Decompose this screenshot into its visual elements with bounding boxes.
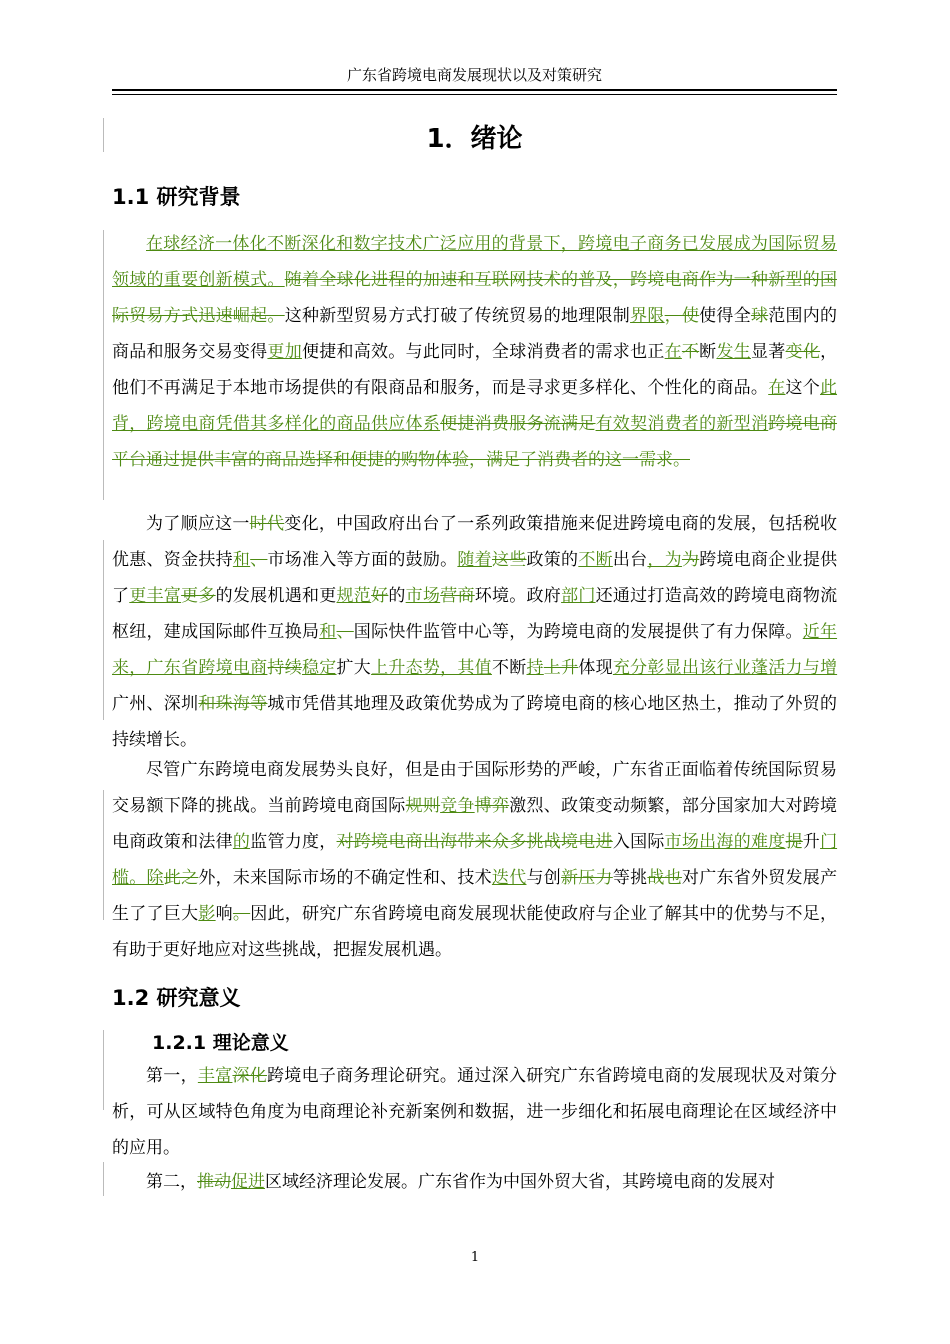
tracked-deletion: 好 [371,586,389,606]
revision-bar [103,1060,104,1110]
tracked-insertion: 在球经济一体化不断深化和数字技术广泛应用的背景下，跨境电子商务已发展成为国际贸易领域的重要创新模式。 [112,234,837,290]
tracked-deletion: 推动 [197,1172,231,1192]
tracked-deletion: 对跨境电商出海带来众多挑战境电进 [336,832,613,852]
tracked-deletion: 时代 [249,514,285,534]
tracked-insertion: 和 [232,550,251,570]
text-run: 国际快件监管中心等，为跨境电商的发展提供了有力保障。 [353,622,803,642]
tracked-insertion: 此背，跨境电商凭借其多样化的商品供应体系 [112,378,838,434]
revision-bar [103,1162,104,1196]
tracked-deletion: 新压力 [561,868,613,888]
revision-bar [103,118,104,152]
tracked-insertion: 持 [526,658,544,678]
paragraph-theory-1 [112,1058,837,1166]
paragraph-research-background-2 [112,506,837,758]
tracked-deletion: 不 [681,342,700,362]
text-run: 显著 [751,342,786,362]
revision-bar [103,790,104,920]
text-run: 的发展机遇和更 [215,586,337,606]
tracked-insertion: 更丰富 [129,586,182,606]
text-run: 为了顺应这一 [146,514,250,534]
tracked-insertion: 随着 [457,550,492,570]
tracked-insertion: 规范 [336,586,372,606]
text-run: 外，未来国际市场的不确定性和、技术 [198,868,492,888]
paragraph-theory-2 [112,1164,837,1200]
text-run: 对广东省外贸发展产生了了巨大 [112,868,838,924]
tracked-insertion: ，为 [647,550,682,570]
tracked-insertion: 上升态势，其值 [371,658,492,678]
section-heading-1-2: 1.2 研究意义 [112,986,241,1010]
tracked-deletion: 和珠海等 [198,694,268,714]
tracked-deletion: 便捷消费服务流满足 [440,414,596,434]
tracked-deletion: 、 [250,550,268,570]
text-run: 使得全 [699,306,751,326]
tracked-insertion: 部门 [561,586,596,606]
text-run: 出台 [612,550,648,570]
text-run: 第二， [146,1172,197,1192]
text-run: 等挑 [612,868,648,888]
tracked-deletion: 规则 [405,796,441,816]
text-run: 跨境电商企业提供了 [112,550,838,606]
revision-bar [103,540,104,720]
text-run: 响 [215,904,233,924]
text-run: 激烈、政策变动频繁，部分国家加大对跨境电商政策和法律 [112,796,838,852]
tracked-insertion: 的 [232,832,251,852]
paragraph-research-background-3 [112,752,837,968]
text-run: 城市凭借其地理及政策优势成为了跨境电商的核心地区热土，推动了外贸的持续增长。 [112,694,838,750]
tracked-deletion: 球 [750,306,769,326]
revision-bar [103,1030,104,1060]
text-run: 便捷和高效。与此同时，全球消费者的需求也正 [301,342,665,362]
chapter-title: 1．绪论 [426,124,523,154]
text-run: 这个 [785,378,821,398]
text-run: 市场准入等方面的鼓励。 [267,550,458,570]
text-run: 环境。政府 [474,586,562,606]
tracked-insertion: 发生 [716,342,751,362]
tracked-insertion: 迭代 [491,868,527,888]
tracked-deletion: 。 [232,904,251,924]
tracked-deletion: 持续 [267,658,302,678]
tracked-deletion: 营商 [440,586,475,606]
text-run: 还通过打造高效的跨境电商物流枢纽，建成国际邮件互换局 [112,586,838,642]
text-run: 政策的 [526,550,579,570]
text-run: 与创 [526,868,562,888]
text-run: 体现 [578,658,613,678]
revision-bar [103,230,104,500]
text-run: 的 [388,586,406,606]
tracked-insertion: 有效契消费者的新型消 [595,414,769,434]
text-run: 第一， [146,1066,198,1086]
tracked-deletion: 深化 [232,1066,268,1086]
tracked-insertion: 稳定 [301,658,337,678]
tracked-insertion: 丰富 [197,1066,233,1086]
tracked-deletion: 更多 [181,586,216,606]
tracked-insertion: 界限 [630,306,665,326]
tracked-insertion: 近年来，广东省跨境电商 [112,622,838,678]
running-header: 广东省跨境电商发展现状以及对策研究 [346,66,602,84]
tracked-deletion: 变化 [785,342,821,362]
text-run: 区域经济理论发展。广东省作为中国外贸大省，其跨境电商的发展对 [265,1172,775,1192]
tracked-deletion: 随着全球化进程的加速和互联网技术的普及，跨境电商作为一种新型的国际贸易方式迅速崛起。 [112,270,838,326]
text-run: 升 [802,832,821,852]
tracked-deletion: 提 [785,832,803,852]
text-run: 断 [699,342,717,362]
tracked-deletion: 跨境电商平台通过提供丰富的商品选择和便捷的购物体验，满足了消费者的这一需求。 [112,414,838,470]
tracked-deletion: 此之 [163,868,199,888]
tracked-deletion: 这些 [491,550,527,570]
text-run: 广州、深圳 [112,694,199,714]
text-run: 因此，研究广东省跨境电商发展现状能使政府与企业了解其中的优势与不足，有助于更好地应对这些挑战，把握发展机遇。 [112,904,838,960]
page-number: 1 [470,1250,480,1265]
tracked-insertion: 在 [768,378,786,398]
tracked-insertion: 更加 [267,342,302,362]
text-run: 变化，中国政府出台了一系列政策措施来促进跨境电商的发展，包括税收优惠、资金扶持 [112,514,838,570]
header-rule-thin [112,94,837,95]
tracked-deletion: 上升 [543,658,579,678]
tracked-insertion: 竞争 [440,796,475,816]
text-run: 这种新型贸易方式打破了传统贸易的地理限制 [284,306,631,326]
tracked-deletion: 为 [681,550,700,570]
text-run: ，他们不再满足于本地市场提供的有限商品和服务，而是寻求更多样化、个性化的商品。 [112,342,838,398]
tracked-insertion: 促进 [231,1172,265,1192]
tracked-insertion: 市场 [405,586,441,606]
text-run: 不断 [491,658,527,678]
tracked-insertion: 和 [319,622,337,642]
text-run: 范围内的商品和服务交易变得 [112,306,838,362]
tracked-insertion: 在 [664,342,682,362]
text-run: 跨境电子商务理论研究。通过深入研究广东省跨境电商的发展现状及对策分析，可从区域特色角度为电商理论补充新案例和数据，进一步细化和拓展电商理论在区域经济中的应用。 [112,1066,838,1158]
tracked-deletion: 、 [336,622,354,642]
text-run: 入国际 [612,832,665,852]
paragraph-research-background-1 [112,226,837,478]
text-run: 扩大 [336,658,372,678]
text-run: 尽管广东跨境电商发展势头良好，但是由于国际形势的严峻，广东省正面临着传统国际贸易交易额下降的挑战。当前跨境电商国际 [112,760,837,816]
tracked-insertion: 影 [198,904,216,924]
subsection-heading-1-2-1: 1.2.1 理论意义 [152,1032,289,1054]
section-heading-1-1: 1.1 研究背景 [112,185,241,209]
header-rule-thick [112,89,837,91]
tracked-deletion: 战也 [647,868,682,888]
tracked-insertion: 不断 [578,550,613,570]
tracked-insertion: 门槛。除 [112,832,838,888]
tracked-insertion: 充分彰显出该行业蓬活力与增 [612,658,838,678]
tracked-deletion: ，使 [664,306,700,326]
text-run: 监管力度， [250,832,337,852]
tracked-deletion: 博弈 [474,796,510,816]
tracked-insertion: 市场出海的难度 [664,832,786,852]
